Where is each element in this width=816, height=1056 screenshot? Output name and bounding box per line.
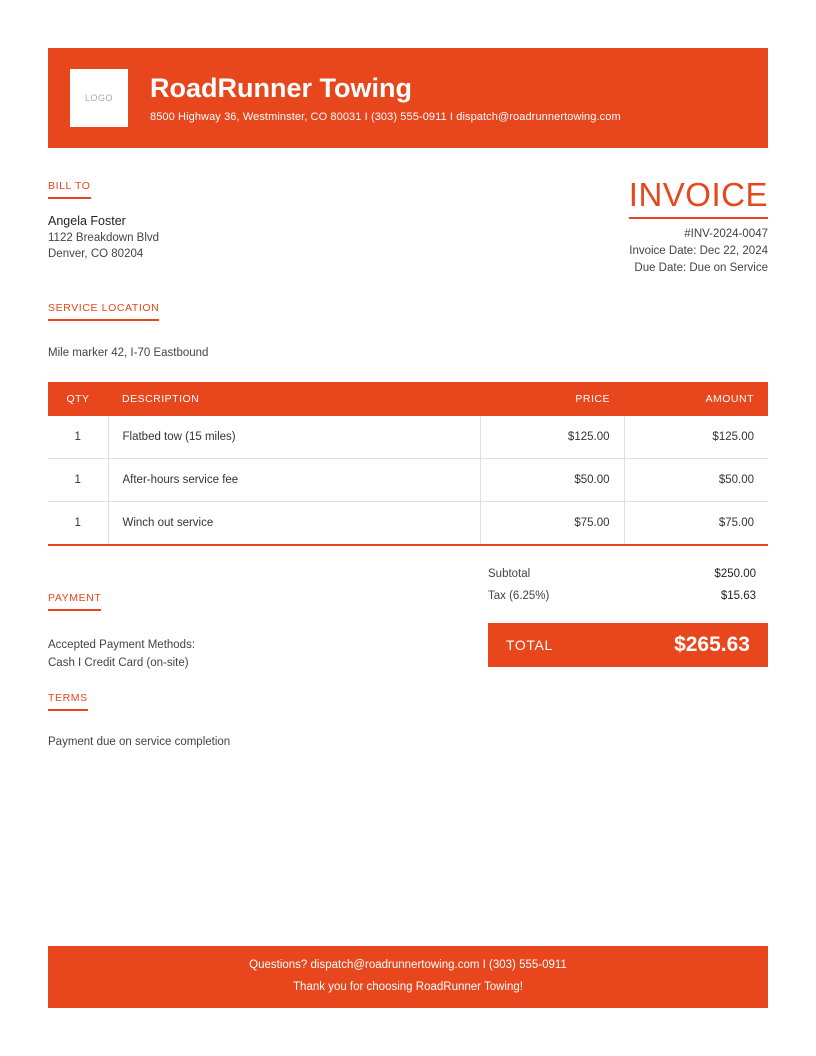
bill-to-name: Angela Foster [48, 214, 126, 228]
totals-block [488, 563, 768, 667]
tax-row [488, 585, 768, 607]
service-location-label: SERVICE LOCATION [48, 302, 159, 321]
header-text-block [150, 73, 621, 123]
company-name: RoadRunner Towing [150, 72, 412, 103]
cell-amount: $75.00 [624, 502, 768, 546]
invoice-due-date: Due Date: Due on Service [634, 262, 768, 274]
terms-block [48, 688, 548, 748]
cell-qty: 1 [48, 502, 108, 546]
bill-to-block [48, 176, 378, 274]
cell-qty: 1 [48, 416, 108, 459]
tax-value: $15.63 [720, 590, 756, 602]
cell-description: After-hours service fee [108, 459, 480, 502]
invoice-footer [48, 946, 768, 1008]
payment-methods-value: Cash I Credit Card (on-site) [48, 656, 189, 669]
company-contact-line: 8500 Highway 36, Westminster, CO 80031 I (303) 555-0911 I dispatch@roadrunnertowing.com [150, 111, 621, 124]
payment-body [48, 637, 408, 673]
invoice-meta-block [438, 176, 768, 274]
bill-to-label: BILL TO [48, 180, 91, 199]
invoice-header [48, 48, 768, 148]
payment-methods-title: Accepted Payment Methods: [48, 639, 196, 651]
bill-to-address-line-1: 1122 Breakdown Blvd [48, 232, 160, 244]
column-header-price: PRICE [480, 382, 624, 416]
cell-price: $50.00 [480, 459, 624, 502]
cell-amount: $125.00 [624, 416, 768, 459]
cell-description: Flatbed tow (15 miles) [108, 416, 480, 459]
cell-description: Winch out service [108, 502, 480, 546]
table-header-row [48, 382, 768, 416]
service-location-block [48, 298, 448, 359]
footer-thanks-line: Thank you for choosing RoadRunner Towing! [293, 981, 523, 993]
terms-label: TERMS [48, 692, 88, 711]
invoice-title: INVOICE [629, 176, 768, 219]
logo-placeholder-text: LOGO [84, 93, 113, 103]
invoice-number: #INV-2024-0047 [684, 228, 768, 240]
payment-label: PAYMENT [48, 592, 101, 611]
subtotal-label: Subtotal [488, 568, 531, 580]
bill-to-address-line-2: Denver, CO 80204 [48, 248, 144, 260]
cell-qty: 1 [48, 459, 108, 502]
total-bar [488, 623, 768, 667]
column-header-qty: QTY [48, 382, 108, 416]
tax-label: Tax (6.25%) [488, 590, 550, 602]
column-header-amount: AMOUNT [624, 382, 768, 416]
company-logo [70, 69, 128, 127]
cell-price: $75.00 [480, 502, 624, 546]
total-label: TOTAL [506, 637, 553, 653]
terms-body: Payment due on service completion [48, 736, 231, 748]
cell-amount: $50.00 [624, 459, 768, 502]
bill-and-invoice-meta [48, 176, 768, 274]
invoice-date: Invoice Date: Dec 22, 2024 [629, 245, 768, 257]
payment-block [48, 588, 408, 673]
service-location-value: Mile marker 42, I-70 Eastbound [48, 347, 209, 359]
table-row [48, 459, 768, 502]
table-row [48, 502, 768, 546]
column-header-description: DESCRIPTION [108, 382, 480, 416]
table-row [48, 416, 768, 459]
subtotal-value: $250.00 [714, 568, 756, 580]
total-value: $265.63 [674, 633, 750, 656]
line-items-table [48, 382, 768, 546]
subtotal-row [488, 563, 768, 585]
cell-price: $125.00 [480, 416, 624, 459]
invoice-meta-lines [438, 228, 768, 274]
footer-contact-line: Questions? dispatch@roadrunnertowing.com I (303) 555-0911 [249, 959, 567, 972]
